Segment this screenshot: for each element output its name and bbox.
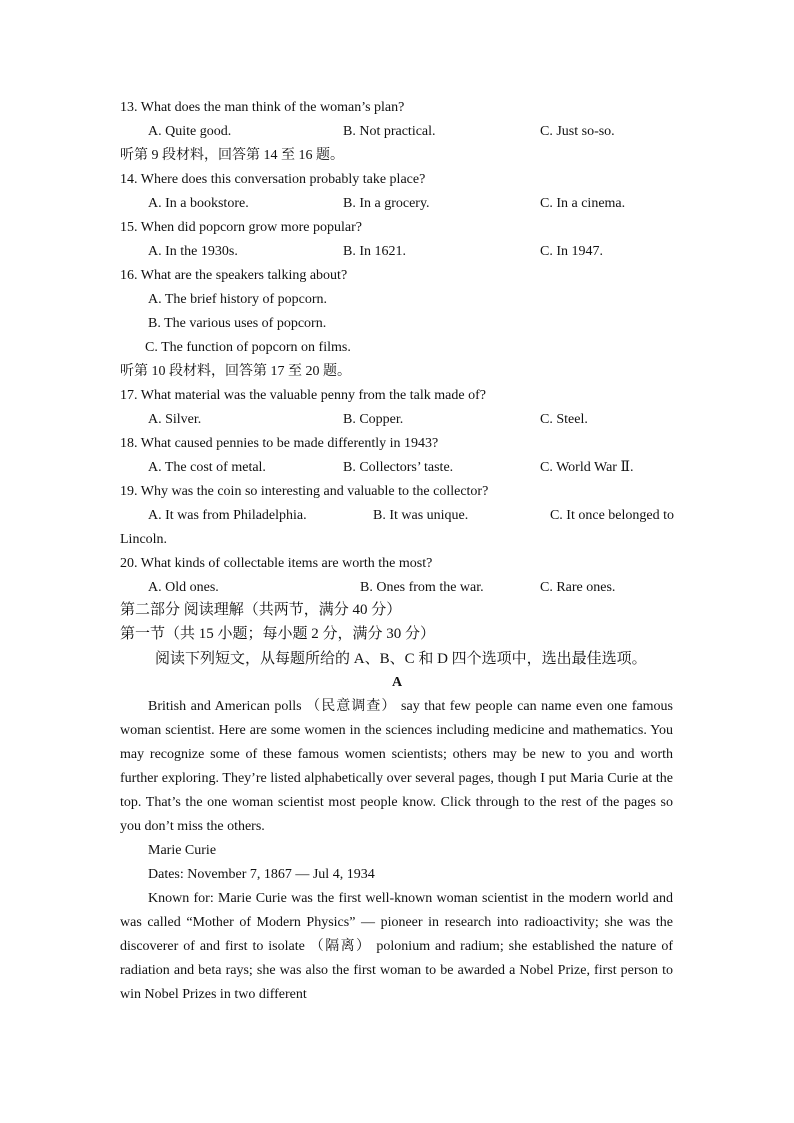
question-17: 17. What material was the valuable penny from the talk made of? [120, 388, 486, 403]
passage-paragraph-2: Known for: Marie Curie was the first well-known woman scientist in the modern world and was called “Mother of Modern Physics” — pioneer in research into radioactivity; she was the discoverer of and first to isolate （隔离） polonium and radium; she established the nature of radiation and beta rays; she was also the first woman to be awarded a Nobel Prize, first person to win Nobel Prizes in two different [120, 891, 673, 1002]
option-20b: B. Ones from the war. [360, 580, 484, 595]
option-13b: B. Not practical. [343, 124, 436, 139]
option-17a: A. Silver. [148, 412, 202, 427]
passage-a [120, 695, 673, 1007]
option-15a: A. In the 1930s. [148, 244, 238, 259]
question-16: 16. What are the speakers talking about? [120, 268, 348, 283]
option-20c: C. Rare ones. [540, 580, 616, 595]
question-15: 15. When did popcorn grow more popular? [120, 220, 362, 235]
option-14c: C. In a cinema. [540, 196, 626, 211]
option-16b: B. The various uses of popcorn. [148, 316, 327, 331]
option-14a: A. In a bookstore. [148, 196, 249, 211]
option-14b: B. In a grocery. [343, 196, 430, 211]
question-14: 14. Where does this conversation probably take place? [120, 172, 426, 187]
question-13: 13. What does the man think of the woman’s plan? [120, 100, 405, 115]
option-19c-continued: Lincoln. [120, 532, 168, 547]
option-17b: B. Copper. [343, 412, 404, 427]
option-18a: A. The cost of metal. [148, 460, 266, 475]
option-18b: B. Collectors’ taste. [343, 460, 454, 475]
instruction-part9: 听第 9 段材料，回答第 14 至 16 题。 [120, 148, 344, 163]
question-18: 18. What caused pennies to be made differently in 1943? [120, 436, 439, 451]
passage-letter: A [391, 675, 403, 690]
instruction-part10: 听第 10 段材料，回答第 17 至 20 题。 [120, 364, 351, 379]
question-20: 20. What kinds of collectable items are worth the most? [120, 556, 433, 571]
option-13c: C. Just so-so. [540, 124, 615, 139]
option-20a: A. Old ones. [148, 580, 219, 595]
passage-paragraph-1: British and American polls （民意调查） say that few people can name even one famous woman scientist. Here are some women in the sciences including medicine and mathematics. You may recognize some of these famous women scientists; others may be new to you and worth further exploring. They’re listed alphabetically over several pages, though I put Maria Curie at the top. That’s the one woman scientist most people know. Click through to the rest of the pages so you don’t miss the others. [120, 699, 673, 834]
option-15c: C. In 1947. [540, 244, 603, 259]
option-13a: A. Quite good. [148, 124, 232, 139]
option-17c: C. Steel. [540, 412, 588, 427]
option-19c: C. It once belonged to [549, 508, 674, 523]
option-19b: B. It was unique. [373, 508, 469, 523]
section2-heading: 第二部分 阅读理解（共两节，满分 40 分） [120, 602, 402, 618]
option-16c: C. The function of popcorn on films. [145, 340, 351, 355]
scientist-name: Marie Curie [148, 843, 217, 858]
reading-directions: 阅读下列短文，从每题所给的 A、B、C 和 D 四个选项中，选出最佳选项。 [155, 651, 647, 667]
question-19: 19. Why was the coin so interesting and valuable to the collector? [120, 484, 489, 499]
scientist-dates: Dates: November 7, 1867 — Jul 4, 1934 [148, 867, 375, 882]
option-18c: C. World War Ⅱ. [540, 460, 634, 475]
option-19a: A. It was from Philadelphia. [148, 508, 307, 523]
section2-sub-heading: 第一节（共 15 小题；每小题 2 分，满分 30 分） [120, 626, 436, 642]
option-15b: B. In 1621. [343, 244, 406, 259]
option-16a: A. The brief history of popcorn. [148, 292, 327, 307]
